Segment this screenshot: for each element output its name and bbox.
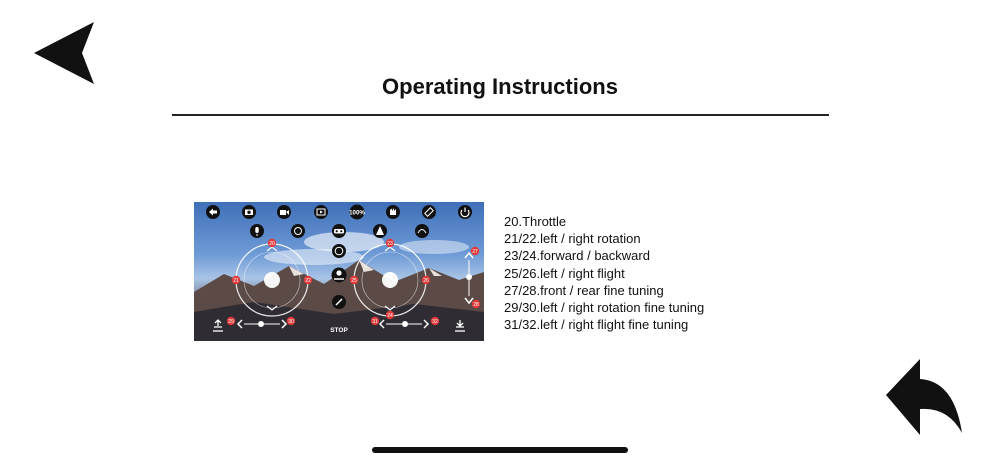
legend-item: 25/26.left / right flight (504, 265, 625, 281)
legend-list (504, 213, 704, 333)
speed-icon[interactable] (349, 205, 365, 220)
speed-label: 100% (349, 209, 365, 217)
legend-item: 23/24.forward / backward (504, 248, 650, 264)
controller-screenshot (194, 202, 484, 341)
video-icon[interactable] (277, 205, 291, 219)
legend-item: 31/32.left / right flight fine tuning (504, 317, 689, 333)
label-20: 20 (269, 241, 275, 248)
label-25: 25 (351, 278, 357, 285)
gesture-icon[interactable] (386, 205, 400, 219)
media-icon[interactable] (314, 205, 328, 219)
calibrate-icon[interactable] (332, 295, 346, 309)
power-icon[interactable] (458, 205, 472, 219)
label-26: 26 (423, 278, 429, 285)
title-divider (172, 114, 829, 116)
360-flip-icon[interactable] (332, 244, 346, 258)
back-icon[interactable] (206, 205, 220, 219)
microphone-icon[interactable] (250, 224, 264, 238)
label-23: 23 (387, 241, 393, 248)
legend-item: 21/22.left / right rotation (504, 231, 641, 247)
stop-button[interactable]: STOP (330, 327, 348, 334)
return-button[interactable] (882, 355, 966, 439)
trajectory-icon[interactable] (415, 224, 429, 238)
home-indicator (372, 447, 628, 453)
takeoff-landing-icon[interactable] (332, 268, 347, 283)
label-27: 27 (472, 249, 478, 256)
return-arrow-icon (882, 355, 966, 439)
label-32: 32 (432, 319, 438, 326)
label-24: 24 (387, 313, 393, 320)
page-title: Operating Instructions (382, 74, 618, 99)
legend-item: 20.Throttle (504, 214, 567, 229)
label-29: 29 (228, 319, 234, 326)
label-30: 30 (288, 319, 294, 326)
legend-item: 29/30.left / right rotation fine tuning (504, 300, 705, 316)
headless-icon[interactable] (373, 224, 387, 238)
vr-icon[interactable] (332, 224, 346, 238)
rotate-icon[interactable] (422, 205, 436, 219)
camera-icon[interactable] (242, 205, 256, 219)
label-21: 21 (233, 278, 239, 285)
legend-item: 27/28.front / rear fine tuning (504, 282, 664, 298)
label-31: 31 (372, 319, 378, 326)
label-22: 22 (305, 278, 311, 285)
gravity-icon[interactable] (291, 224, 305, 238)
label-28: 28 (473, 302, 479, 309)
